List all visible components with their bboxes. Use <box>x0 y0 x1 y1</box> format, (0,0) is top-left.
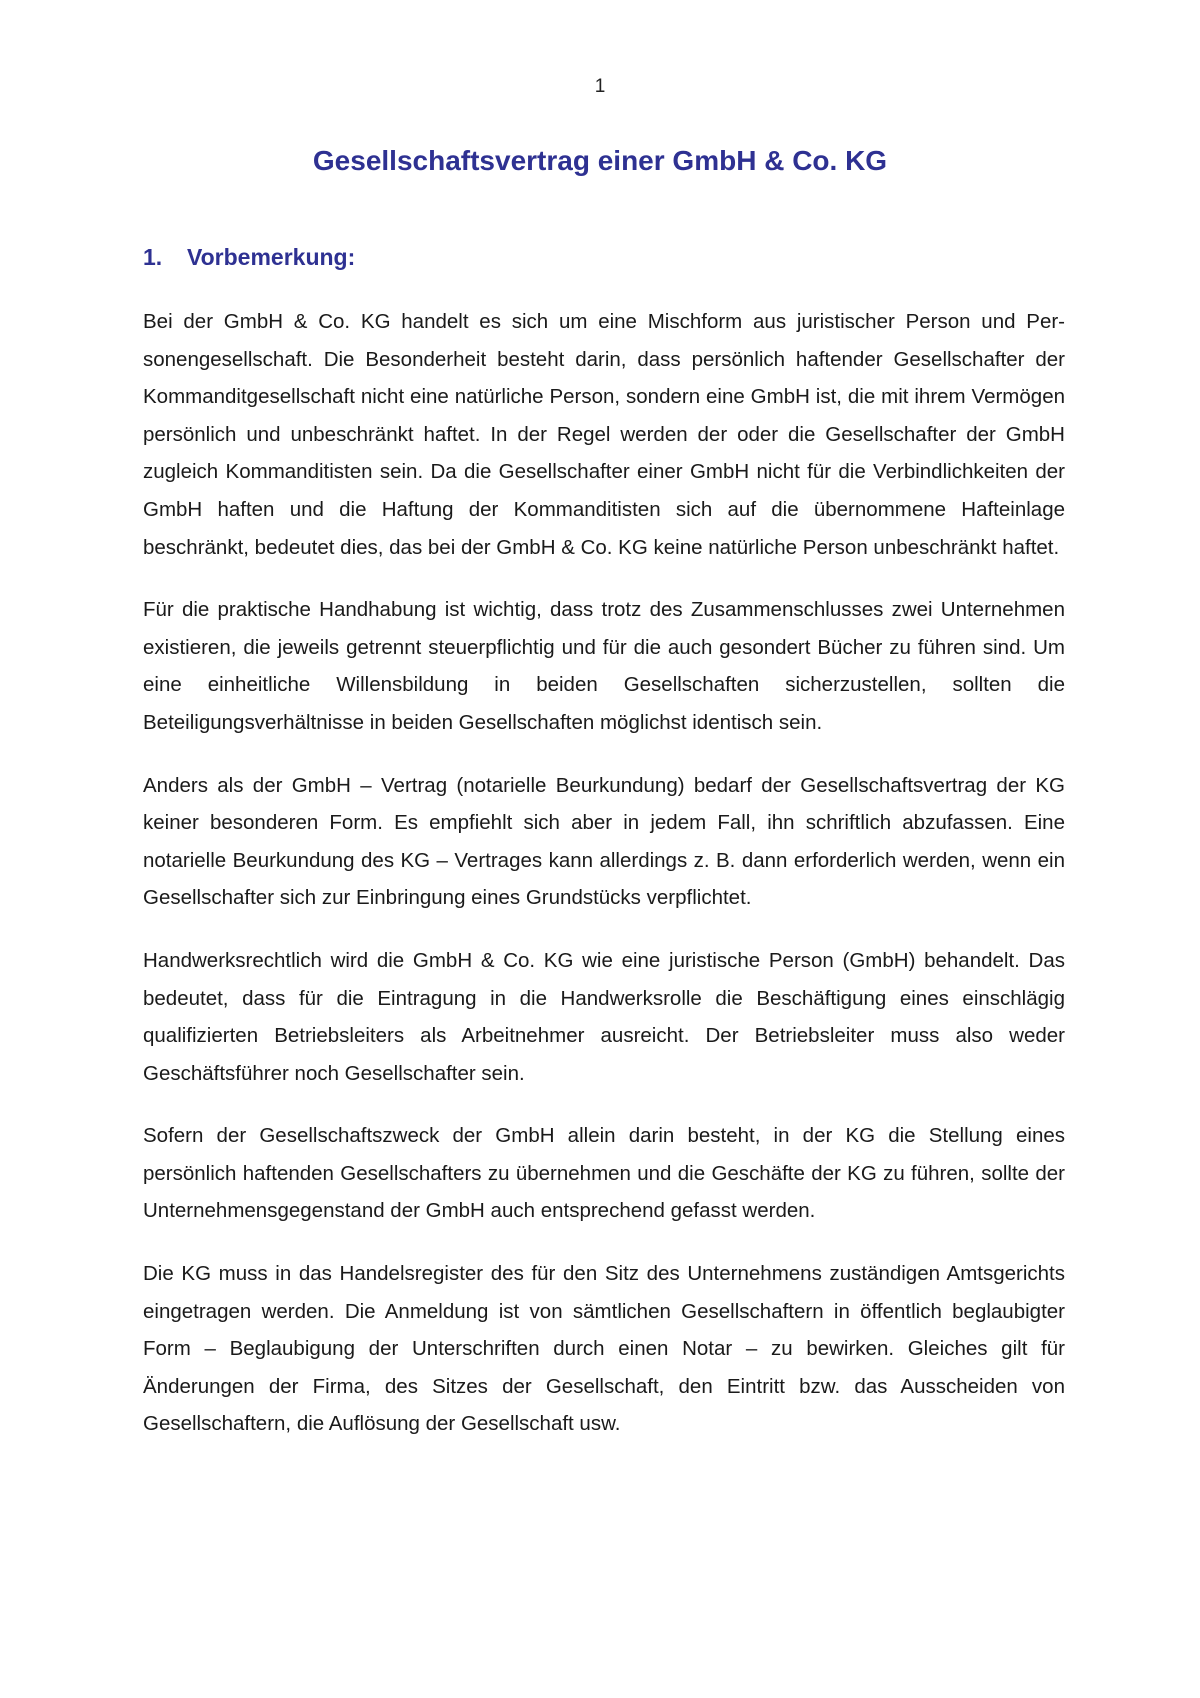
page-number: 1 <box>594 76 606 97</box>
paragraph-form: Anders als der GmbH – Vertrag (notarielle Beurkundung) bedarf der Gesellschaftsvertrag der KG keiner besonderen Form. Es empfiehlt sich aber in jedem Fall, ihn schriftlich abzufassen. Eine notarielle Beurkundung des KG – Vertrages kann allerdings z. B. dann erforderlich werden, wenn ein Gesellschafter sich zur Einbringung eines Grundstücks verpflichtet. <box>143 773 1065 910</box>
section-heading <box>143 244 355 271</box>
paragraph-handwerksrecht: Handwerksrechtlich wird die GmbH & Co. KG wie eine juristische Person (GmbH) behandelt. Das bedeutet, dass für die Eintragung in die Handwerksrolle die Beschäftigung eines einschlägig qualifizierten Betriebsleiters als Arbeitnehmer ausreicht. Der Betriebsleiter muss also weder Geschäftsführer noch Gesellschafter sein. <box>143 948 1065 1085</box>
document-title: Gesellschaftsvertrag einer GmbH & Co. KG <box>312 145 888 176</box>
paragraph-gesellschaftszweck: Sofern der Gesellschaftszweck der GmbH allein darin besteht, in der KG die Stellung eines persönlich haftenden Gesellschafters zu übernehmen und die Geschäfte der KG zu führen, sollte der Unternehmensgegenstand der GmbH auch entsprechend gefasst werden. <box>143 1124 1065 1223</box>
section-number: 1. <box>143 244 163 270</box>
section-body <box>143 303 1065 1468</box>
paragraph-mischform: Bei der GmbH & Co. KG handelt es sich um eine Mischform aus juristischer Person und Personengesellschaft. Die Besonderheit besteht darin, dass persönlich haftender Gesellschafter der Kommanditgesellschaft nicht eine natürliche Person, sondern eine GmbH ist, die mit ihrem Vermögen persönlich und unbeschränkt haftet. In der Regel werden der oder die Gesellschafter der GmbH zugleich Kommanditisten sein. Da die Gesellschafter einer GmbH nicht für die Verbindlichkeiten der GmbH haften und die Haftung der Kommanditisten sich auf die übernommene Hafteinlage beschränkt, bedeutet dies, das bei der GmbH & Co. KG keine natürliche Person unbeschränkt haftet. <box>143 310 1065 559</box>
paragraph-handhabung: Für die praktische Handhabung ist wichtig, dass trotz des Zusammenschlusses zwei Unternehmen existieren, die jeweils getrennt steuerpflichtig und für die auch gesondert Bücher zu führen sind. Um eine einheitliche Willensbildung in beiden Gesellschaften sicherzustellen, sollten die Beteiligungsverhältnisse in beiden Gesellschaften möglichst identisch sein. <box>143 598 1065 734</box>
paragraph-handelsregister: Die KG muss in das Handelsregister des für den Sitz des Unternehmens zuständigen Amtsgerichts eingetragen werden. Die Anmeldung ist von sämtlichen Gesellschaftern in öffentlich beglaubigter Form – Beglaubigung der Unterschriften durch einen Notar – zu bewirken. Gleiches gilt für Änderungen der Firma, des Sitzes der Gesellschaft, den Eintritt bzw. das Ausscheiden von Gesellschaftern, die Auflösung der Gesellschaft usw. <box>143 1262 1065 1436</box>
section-heading-text: Vorbemerkung: <box>187 244 356 270</box>
